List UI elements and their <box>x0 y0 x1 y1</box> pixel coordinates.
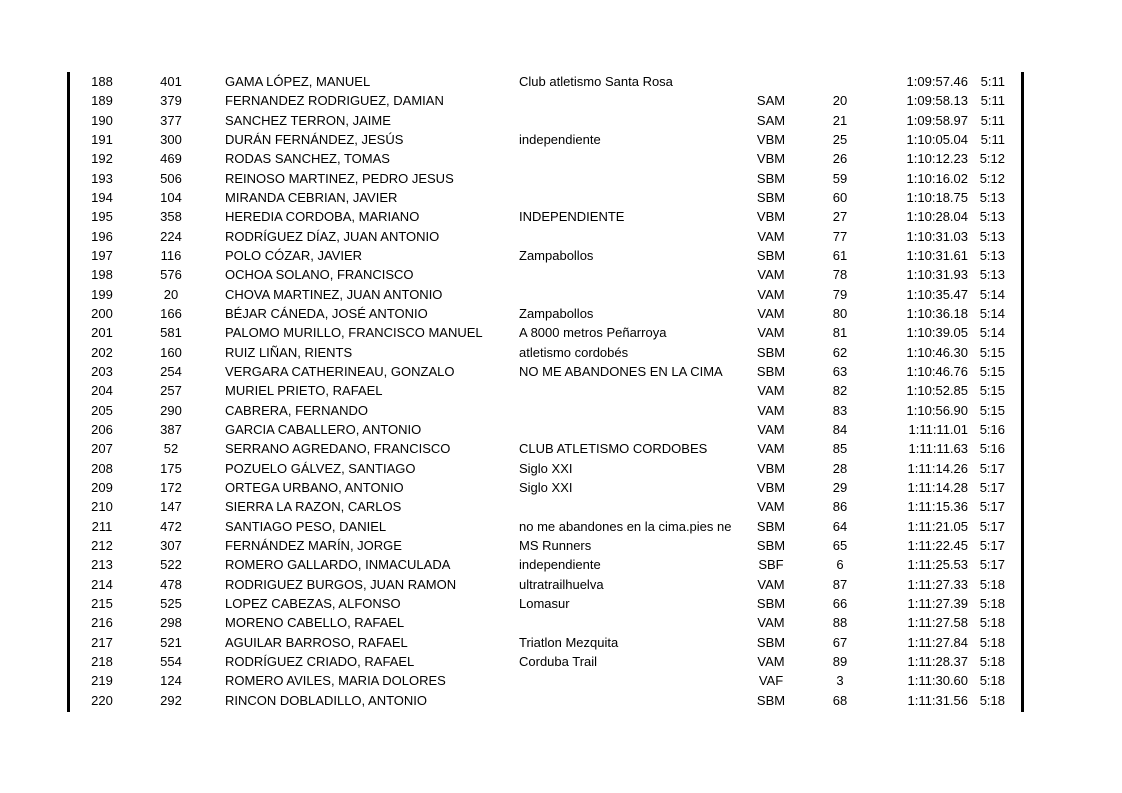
category-cell: VAM <box>757 286 785 302</box>
category-cell: VBM <box>756 479 786 495</box>
category-position-cell: 6 <box>836 557 844 573</box>
club-cell: Siglo XXI <box>519 479 573 495</box>
runner-name-cell: REINOSO MARTINEZ, PEDRO JESUS <box>225 170 454 186</box>
time-cell: 1:11:15.36 <box>907 499 968 515</box>
bib-cell: 224 <box>160 228 182 244</box>
bib-cell: 525 <box>160 595 182 611</box>
runner-name-cell: GAMA LÓPEZ, MANUEL <box>225 74 371 89</box>
position-cell: 217 <box>91 634 113 650</box>
time-cell: 1:11:21.05 <box>907 518 968 534</box>
position-cell: 193 <box>91 170 113 186</box>
category-position-cell: 78 <box>832 267 848 283</box>
table-row <box>70 517 1021 536</box>
position-cell: 201 <box>91 325 113 341</box>
runner-name-cell: BÉJAR CÁNEDA, JOSÉ ANTONIO <box>225 305 428 321</box>
club-cell: Triatlon Mezquita <box>519 634 619 650</box>
category-position-cell: 21 <box>832 112 848 128</box>
pace-cell: 5:15 <box>979 383 1005 399</box>
pace-cell: 5:11 <box>980 131 1005 147</box>
category-cell: VAM <box>757 615 785 631</box>
time-cell: 1:10:16.02 <box>906 170 968 186</box>
position-cell: 188 <box>91 74 113 89</box>
category-cell: SBM <box>756 692 786 708</box>
pace-cell: 5:16 <box>979 441 1005 457</box>
bib-cell: 300 <box>160 131 182 147</box>
pace-cell: 5:18 <box>979 634 1005 650</box>
position-cell: 203 <box>91 363 113 379</box>
table-row <box>70 671 1021 690</box>
category-position-cell: 79 <box>832 286 848 302</box>
table-row <box>70 478 1021 497</box>
bib-cell: 307 <box>160 537 182 553</box>
club-cell: Corduba Trail <box>519 653 598 669</box>
pace-cell: 5:17 <box>979 537 1005 553</box>
time-cell: 1:10:31.93 <box>906 267 968 283</box>
runner-name-cell: SANCHEZ TERRON, JAIME <box>225 112 391 128</box>
bib-cell: 124 <box>160 673 182 689</box>
runner-name-cell: POZUELO GÁLVEZ, SANTIAGO <box>225 460 416 476</box>
runner-name-cell: AGUILAR BARROSO, RAFAEL <box>225 634 408 650</box>
pace-cell: 5:18 <box>979 576 1005 592</box>
category-cell: VBM <box>756 209 786 225</box>
time-cell: 1:10:12.23 <box>906 151 968 167</box>
category-position-cell: 60 <box>832 189 848 205</box>
time-cell: 1:11:11.01 <box>908 421 968 437</box>
table-row <box>70 555 1021 574</box>
time-cell: 1:11:27.84 <box>907 634 968 650</box>
time-cell: 1:11:25.53 <box>907 557 968 573</box>
position-cell: 196 <box>91 228 113 244</box>
bib-cell: 401 <box>160 74 182 89</box>
runner-name-cell: MIRANDA CEBRIAN, JAVIER <box>225 189 398 205</box>
pace-cell: 5:11 <box>980 112 1005 128</box>
time-cell: 1:11:27.58 <box>907 615 968 631</box>
runner-name-cell: OCHOA SOLANO, FRANCISCO <box>225 267 414 283</box>
table-row <box>70 285 1021 304</box>
category-cell: SBM <box>756 189 786 205</box>
club-cell: atletismo cordobés <box>519 344 629 360</box>
club-cell: Lomasur <box>519 595 570 611</box>
time-cell: 1:10:36.18 <box>906 305 968 321</box>
bib-cell: 160 <box>160 344 182 360</box>
category-cell: VAM <box>757 653 785 669</box>
table-row <box>70 72 1021 91</box>
pace-cell: 5:11 <box>980 74 1005 89</box>
pace-cell: 5:14 <box>979 325 1005 341</box>
category-position-cell: 27 <box>832 209 848 225</box>
category-position-cell: 83 <box>832 402 848 418</box>
category-cell: VAM <box>757 383 785 399</box>
results-table <box>70 72 1021 710</box>
club-cell: CLUB ATLETISMO CORDOBES <box>519 441 708 457</box>
table-row <box>70 304 1021 323</box>
table-row <box>70 323 1021 342</box>
category-position-cell: 62 <box>832 344 848 360</box>
pace-cell: 5:18 <box>979 653 1005 669</box>
time-cell: 1:10:28.04 <box>906 209 968 225</box>
bib-cell: 554 <box>160 653 182 669</box>
position-cell: 215 <box>91 595 113 611</box>
runner-name-cell: SANTIAGO PESO, DANIEL <box>225 518 387 534</box>
position-cell: 189 <box>91 93 113 109</box>
runner-name-cell: PALOMO MURILLO, FRANCISCO MANUEL <box>225 325 483 341</box>
table-row <box>70 188 1021 207</box>
bib-cell: 377 <box>160 112 182 128</box>
category-position-cell: 81 <box>832 325 848 341</box>
time-cell: 1:11:28.37 <box>907 653 968 669</box>
category-cell: VBM <box>756 460 786 476</box>
runner-name-cell: FERNANDEZ RODRIGUEZ, DAMIAN <box>225 93 444 109</box>
category-cell: VAM <box>757 441 785 457</box>
position-cell: 214 <box>91 576 113 592</box>
pace-cell: 5:12 <box>979 151 1005 167</box>
category-position-cell: 82 <box>832 383 848 399</box>
category-cell: SBM <box>756 170 786 186</box>
position-cell: 202 <box>91 344 113 360</box>
category-cell: VAF <box>758 673 784 689</box>
club-cell: independiente <box>519 557 601 573</box>
pace-cell: 5:17 <box>979 479 1005 495</box>
category-position-cell: 28 <box>832 460 848 476</box>
category-position-cell: 3 <box>836 673 844 689</box>
position-cell: 212 <box>91 537 113 553</box>
bib-cell: 478 <box>160 576 182 592</box>
category-position-cell: 59 <box>832 170 848 186</box>
position-cell: 191 <box>91 131 113 147</box>
time-cell: 1:10:05.04 <box>906 131 968 147</box>
category-position-cell: 68 <box>832 692 848 708</box>
pace-cell: 5:17 <box>979 557 1005 573</box>
position-cell: 204 <box>91 383 113 399</box>
table-row <box>70 633 1021 652</box>
position-cell: 208 <box>91 460 113 476</box>
runner-name-cell: SERRANO AGREDANO, FRANCISCO <box>225 441 451 457</box>
table-row <box>70 149 1021 168</box>
position-cell: 194 <box>91 189 113 205</box>
runner-name-cell: RODAS SANCHEZ, TOMAS <box>225 151 390 167</box>
pace-cell: 5:13 <box>979 247 1005 263</box>
time-cell: 1:11:30.60 <box>907 673 968 689</box>
category-position-cell: 87 <box>832 576 848 592</box>
category-cell: SBM <box>756 247 786 263</box>
category-cell: VAM <box>757 402 785 418</box>
position-cell: 197 <box>91 247 113 263</box>
position-cell: 195 <box>91 209 113 225</box>
category-position-cell: 26 <box>832 151 848 167</box>
runner-name-cell: DURÁN FERNÁNDEZ, JESÚS <box>225 131 404 147</box>
table-row <box>70 497 1021 516</box>
table-row <box>70 652 1021 671</box>
category-cell: SAM <box>756 112 786 128</box>
category-position-cell: 86 <box>832 499 848 515</box>
table-row <box>70 246 1021 265</box>
pace-cell: 5:17 <box>979 499 1005 515</box>
category-position-cell: 80 <box>832 305 848 321</box>
runner-name-cell: FERNÁNDEZ MARÍN, JORGE <box>225 537 402 553</box>
category-position-cell: 20 <box>832 93 848 109</box>
bib-cell: 581 <box>160 325 182 341</box>
table-row <box>70 691 1021 710</box>
table-row <box>70 381 1021 400</box>
position-cell: 200 <box>91 305 113 321</box>
category-position-cell: 66 <box>832 595 848 611</box>
category-position-cell: 85 <box>832 441 848 457</box>
category-cell: VAM <box>757 305 785 321</box>
category-cell: VAM <box>757 267 785 283</box>
position-cell: 207 <box>91 441 113 457</box>
club-cell: ultratrailhuelva <box>519 576 604 592</box>
category-cell: SBM <box>756 363 786 379</box>
time-cell: 1:11:11.63 <box>908 441 968 457</box>
runner-name-cell: LOPEZ CABEZAS, ALFONSO <box>225 595 401 611</box>
category-cell: SBM <box>756 595 786 611</box>
time-cell: 1:09:57.46 <box>906 74 968 89</box>
position-cell: 192 <box>91 151 113 167</box>
bib-cell: 257 <box>160 383 182 399</box>
time-cell: 1:11:27.39 <box>907 595 968 611</box>
position-cell: 199 <box>91 286 113 302</box>
bib-cell: 469 <box>160 151 182 167</box>
time-cell: 1:10:31.03 <box>906 228 968 244</box>
pace-cell: 5:15 <box>979 402 1005 418</box>
bib-cell: 576 <box>160 267 182 283</box>
table-row <box>70 207 1021 226</box>
club-cell: independiente <box>519 131 601 147</box>
category-position-cell: 65 <box>832 537 848 553</box>
time-cell: 1:11:14.26 <box>907 460 968 476</box>
bib-cell: 116 <box>160 247 182 263</box>
pace-cell: 5:11 <box>980 93 1005 109</box>
bib-cell: 298 <box>160 615 182 631</box>
runner-name-cell: RUIZ LIÑAN, RIENTS <box>225 344 353 360</box>
category-cell: VAM <box>757 228 785 244</box>
time-cell: 1:10:35.47 <box>906 286 968 302</box>
category-position-cell: 64 <box>832 518 848 534</box>
pace-cell: 5:15 <box>979 344 1005 360</box>
runner-name-cell: ORTEGA URBANO, ANTONIO <box>225 479 404 495</box>
bib-cell: 172 <box>160 479 182 495</box>
pace-cell: 5:13 <box>979 209 1005 225</box>
category-position-cell: 63 <box>832 363 848 379</box>
time-cell: 1:10:39.05 <box>906 325 968 341</box>
table-row <box>70 536 1021 555</box>
runner-name-cell: RODRÍGUEZ CRIADO, RAFAEL <box>225 653 415 669</box>
table-row <box>70 362 1021 381</box>
runner-name-cell: ROMERO GALLARDO, INMACULADA <box>225 557 451 573</box>
category-cell: VAM <box>757 325 785 341</box>
runner-name-cell: HEREDIA CORDOBA, MARIANO <box>225 209 420 225</box>
category-position-cell: 88 <box>832 615 848 631</box>
right-border-rule <box>1021 72 1024 712</box>
runner-name-cell: RODRIGUEZ BURGOS, JUAN RAMON <box>225 576 457 592</box>
time-cell: 1:11:22.45 <box>907 537 968 553</box>
bib-cell: 175 <box>160 460 182 476</box>
category-cell: SBF <box>758 557 784 573</box>
position-cell: 198 <box>91 267 113 283</box>
table-row <box>70 420 1021 439</box>
pace-cell: 5:12 <box>979 170 1005 186</box>
time-cell: 1:10:31.61 <box>906 247 968 263</box>
club-cell: Zampabollos <box>519 305 594 321</box>
time-cell: 1:10:46.30 <box>906 344 968 360</box>
time-cell: 1:10:56.90 <box>906 402 968 418</box>
time-cell: 1:11:14.28 <box>907 479 968 495</box>
bib-cell: 290 <box>160 402 182 418</box>
table-row <box>70 613 1021 632</box>
time-cell: 1:11:27.33 <box>907 576 968 592</box>
category-position-cell: 77 <box>832 228 848 244</box>
category-position-cell: 25 <box>832 131 848 147</box>
bib-cell: 292 <box>160 692 182 708</box>
position-cell: 213 <box>91 557 113 573</box>
runner-name-cell: GARCIA CABALLERO, ANTONIO <box>225 421 422 437</box>
pace-cell: 5:18 <box>979 673 1005 689</box>
club-cell: NO ME ABANDONES EN LA CIMA <box>519 363 723 379</box>
pace-cell: 5:14 <box>979 286 1005 302</box>
position-cell: 209 <box>91 479 113 495</box>
table-row <box>70 265 1021 284</box>
runner-name-cell: MURIEL PRIETO, RAFAEL <box>225 383 383 399</box>
category-position-cell: 29 <box>832 479 848 495</box>
bib-cell: 522 <box>160 557 182 573</box>
table-row <box>70 227 1021 246</box>
position-cell: 210 <box>91 499 113 515</box>
pace-cell: 5:18 <box>979 692 1005 708</box>
bib-cell: 472 <box>160 518 182 534</box>
category-cell: VAM <box>757 499 785 515</box>
runner-name-cell: CABRERA, FERNANDO <box>225 402 369 418</box>
pace-cell: 5:13 <box>979 228 1005 244</box>
category-cell: SBM <box>756 344 786 360</box>
time-cell: 1:10:52.85 <box>906 383 968 399</box>
runner-name-cell: ROMERO AVILES, MARIA DOLORES <box>225 673 446 689</box>
category-cell: SBM <box>756 537 786 553</box>
table-row <box>70 594 1021 613</box>
position-cell: 211 <box>91 518 113 534</box>
club-cell: Club atletismo Santa Rosa <box>519 74 673 89</box>
club-cell: Zampabollos <box>519 247 594 263</box>
category-position-cell: 84 <box>832 421 848 437</box>
pace-cell: 5:17 <box>979 518 1005 534</box>
position-cell: 218 <box>91 653 113 669</box>
category-cell: SBM <box>756 518 786 534</box>
pace-cell: 5:13 <box>979 267 1005 283</box>
club-cell: INDEPENDIENTE <box>519 209 625 225</box>
pace-cell: 5:13 <box>979 189 1005 205</box>
pace-cell: 5:17 <box>979 460 1005 476</box>
club-cell: Siglo XXI <box>519 460 573 476</box>
category-cell: VAM <box>757 421 785 437</box>
bib-cell: 166 <box>160 305 182 321</box>
bib-cell: 387 <box>160 421 182 437</box>
time-cell: 1:09:58.13 <box>906 93 968 109</box>
runner-name-cell: RINCON DOBLADILLO, ANTONIO <box>225 692 428 708</box>
category-cell: SAM <box>756 93 786 109</box>
position-cell: 216 <box>91 615 113 631</box>
category-cell: SBM <box>756 634 786 650</box>
pace-cell: 5:18 <box>979 595 1005 611</box>
category-cell: VBM <box>756 151 786 167</box>
table-row <box>70 130 1021 149</box>
position-cell: 205 <box>91 402 113 418</box>
pace-cell: 5:16 <box>979 421 1005 437</box>
table-row <box>70 401 1021 420</box>
bib-cell: 379 <box>160 93 182 109</box>
club-cell: A 8000 metros Peñarroya <box>519 325 667 341</box>
position-cell: 190 <box>91 112 113 128</box>
runner-name-cell: SIERRA LA RAZON, CARLOS <box>225 499 402 515</box>
category-cell: VAM <box>757 576 785 592</box>
bib-cell: 254 <box>160 363 182 379</box>
club-cell: no me abandones en la cima.pies ne <box>519 518 732 534</box>
table-row <box>70 459 1021 478</box>
time-cell: 1:11:31.56 <box>907 692 968 708</box>
runner-name-cell: MORENO CABELLO, RAFAEL <box>225 615 405 631</box>
time-cell: 1:09:58.97 <box>906 112 968 128</box>
table-row <box>70 111 1021 130</box>
category-cell: VBM <box>756 131 786 147</box>
runner-name-cell: VERGARA CATHERINEAU, GONZALO <box>225 363 455 379</box>
runner-name-cell: POLO CÓZAR, JAVIER <box>225 247 363 263</box>
club-cell: MS Runners <box>519 537 592 553</box>
category-position-cell: 67 <box>832 634 848 650</box>
position-cell: 219 <box>91 673 113 689</box>
bib-cell: 52 <box>163 441 179 457</box>
category-position-cell: 61 <box>832 247 848 263</box>
table-row <box>70 169 1021 188</box>
category-position-cell: 89 <box>832 653 848 669</box>
table-row <box>70 575 1021 594</box>
position-cell: 220 <box>91 692 113 708</box>
position-cell: 206 <box>91 421 113 437</box>
pace-cell: 5:15 <box>979 363 1005 379</box>
bib-cell: 147 <box>160 499 182 515</box>
runner-name-cell: CHOVA MARTINEZ, JUAN ANTONIO <box>225 286 443 302</box>
bib-cell: 358 <box>160 209 182 225</box>
table-row <box>70 343 1021 362</box>
pace-cell: 5:18 <box>979 615 1005 631</box>
bib-cell: 506 <box>160 170 182 186</box>
table-row <box>70 439 1021 458</box>
time-cell: 1:10:46.76 <box>906 363 968 379</box>
table-row <box>70 91 1021 110</box>
runner-name-cell: RODRÍGUEZ DÍAZ, JUAN ANTONIO <box>225 228 440 244</box>
time-cell: 1:10:18.75 <box>906 189 968 205</box>
bib-cell: 20 <box>163 286 179 302</box>
pace-cell: 5:14 <box>979 305 1005 321</box>
bib-cell: 104 <box>160 189 182 205</box>
bib-cell: 521 <box>160 634 182 650</box>
